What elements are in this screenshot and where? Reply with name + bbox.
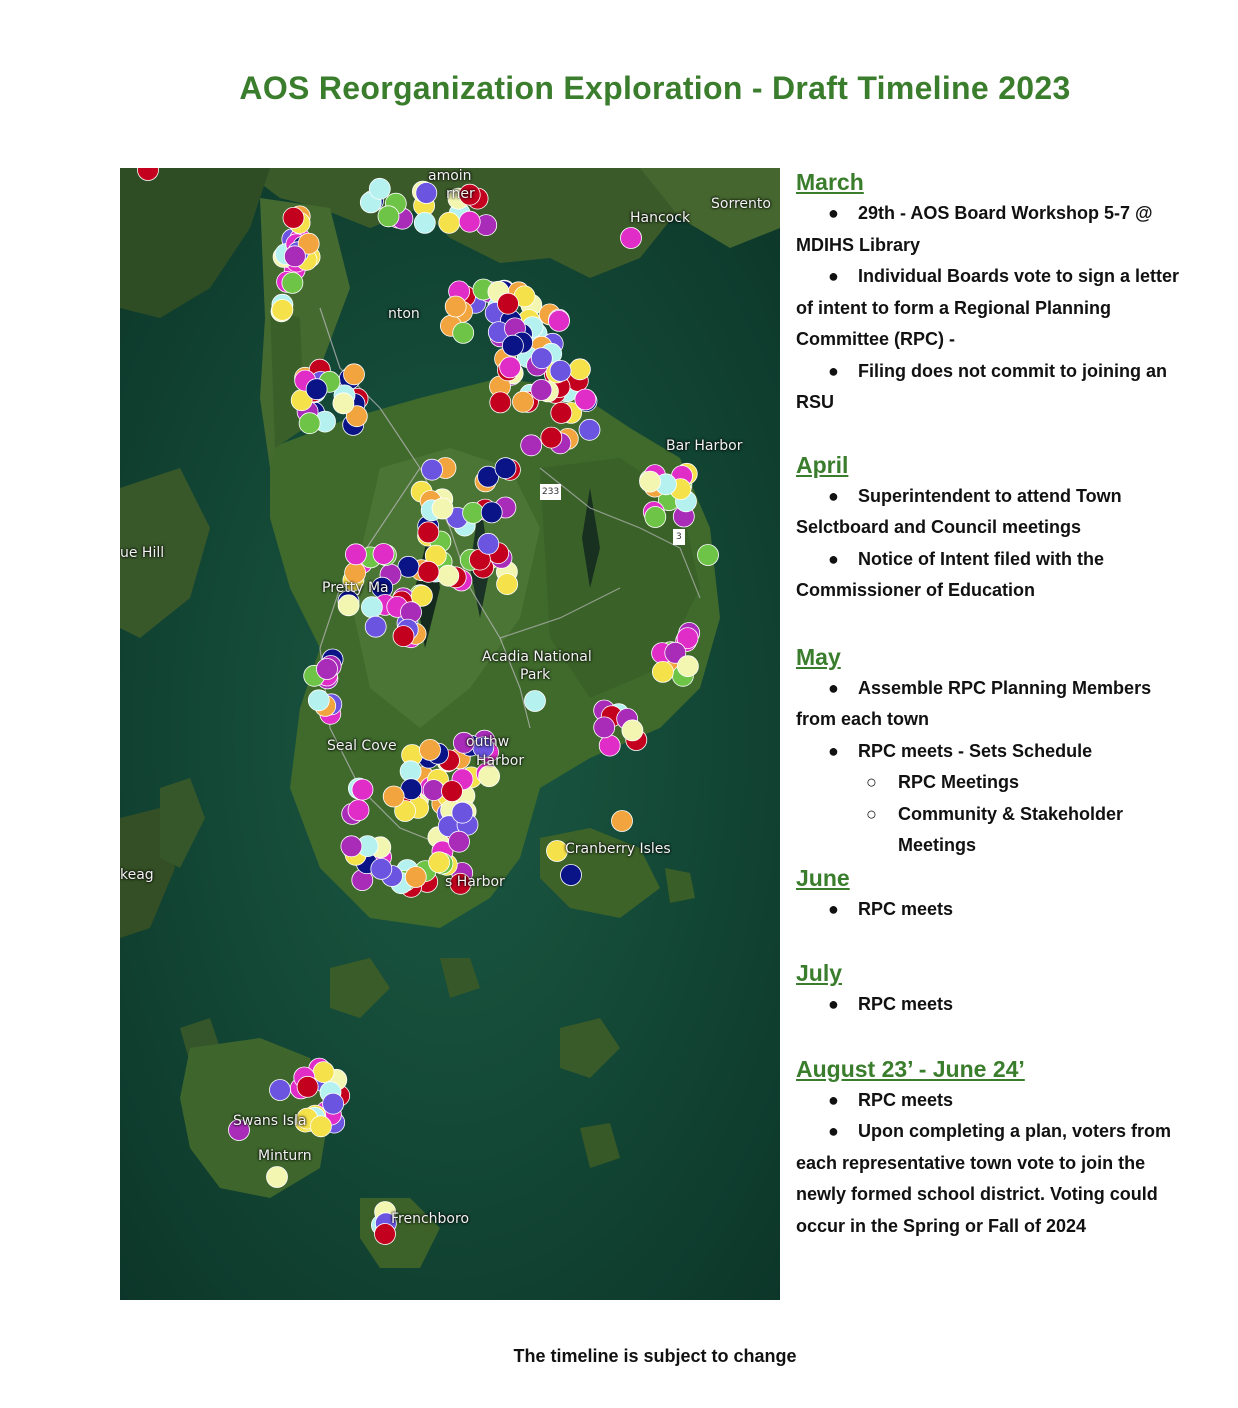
timeline-item	[796, 481, 1196, 544]
map-marker[interactable]	[341, 836, 362, 857]
bullet-icon: ●	[828, 740, 839, 761]
page-title: AOS Reorganization Exploration - Draft Timeline 2023	[239, 70, 1071, 106]
map-marker[interactable]	[345, 544, 366, 565]
map-label: Seal Cove	[327, 738, 397, 754]
map-marker[interactable]	[308, 690, 329, 711]
month-heading: June	[796, 864, 850, 891]
map-marker[interactable]	[459, 211, 480, 232]
item-text: Superintendent to attend Town Selctboard and Council meetings	[796, 485, 1122, 537]
map-marker[interactable]	[569, 359, 590, 380]
map-marker[interactable]	[640, 471, 661, 492]
satellite-map[interactable]	[120, 168, 780, 1300]
map-marker[interactable]	[299, 413, 320, 434]
timeline-item	[796, 1085, 1196, 1117]
item-text: RPC meets	[858, 1089, 954, 1110]
bullet-icon: ●	[828, 677, 839, 698]
map-marker[interactable]	[383, 786, 404, 807]
timeline-subitem	[796, 767, 1196, 799]
map-label: Cranberry Isles	[565, 841, 671, 857]
map-marker[interactable]	[645, 507, 666, 528]
item-text: Notice of Intent filed with the Commissioner of Education	[796, 548, 1104, 600]
timeline-item	[796, 544, 1196, 607]
map-marker[interactable]	[369, 178, 390, 199]
map-marker[interactable]	[422, 459, 443, 480]
map-marker[interactable]	[445, 296, 466, 317]
map-marker[interactable]	[418, 522, 439, 543]
timeline-item	[796, 989, 1196, 1021]
map-label: Hancock	[630, 210, 691, 226]
map-label: nton	[388, 306, 420, 322]
timeline-section	[796, 166, 1196, 419]
bullet-icon: ●	[828, 1121, 839, 1141]
timeline-item	[796, 736, 1196, 768]
map-label: keag	[120, 867, 154, 883]
map-marker[interactable]	[652, 661, 673, 682]
map-marker[interactable]	[272, 299, 293, 320]
map-marker[interactable]	[352, 779, 373, 800]
map-label: Harbor	[476, 753, 525, 769]
map-marker[interactable]	[549, 310, 570, 331]
timeline-panel	[796, 166, 1196, 1242]
item-text: RPC meets - Sets Schedule	[858, 740, 1093, 761]
map-marker[interactable]	[541, 427, 562, 448]
map-marker[interactable]	[378, 206, 399, 227]
map-marker[interactable]	[323, 1093, 344, 1114]
map-marker[interactable]	[405, 867, 426, 888]
map-terrain	[120, 168, 780, 1300]
map-marker[interactable]	[361, 597, 382, 618]
timeline-section	[796, 957, 1196, 1021]
item-text: Upon completing a plan, voters from each representative town vote to join the newly formed school district. Voting could occur in the Spring or Fall of 2024	[796, 1121, 1172, 1236]
bullet-icon: ●	[828, 1089, 839, 1110]
map-marker[interactable]	[373, 544, 394, 565]
map-label: Park	[520, 667, 551, 683]
map-label: Swans Isla	[233, 1113, 307, 1129]
map-marker[interactable]	[698, 545, 719, 566]
item-text: RPC meets	[858, 994, 954, 1014]
timeline-section	[796, 862, 1196, 926]
map-label: Sorrento	[711, 196, 771, 212]
map-marker[interactable]	[551, 402, 572, 423]
timeline-item	[796, 198, 1196, 261]
map-marker[interactable]	[297, 1076, 318, 1097]
map-marker[interactable]	[521, 435, 542, 456]
map-marker[interactable]	[310, 1116, 331, 1137]
map-marker[interactable]	[438, 565, 459, 586]
map-marker[interactable]	[622, 720, 643, 741]
map-marker[interactable]	[442, 781, 463, 802]
map-marker[interactable]	[449, 831, 470, 852]
bullet-icon: ○	[866, 772, 877, 792]
map-marker[interactable]	[478, 533, 499, 554]
item-text: RPC Meetings	[898, 772, 1020, 792]
map-marker[interactable]	[418, 561, 439, 582]
footer-note: The timeline is subject to change	[513, 1346, 797, 1366]
timeline-subitem	[796, 799, 1196, 862]
month-heading: March	[796, 169, 864, 195]
month-heading: August 23’ - June 24’	[796, 1055, 1025, 1082]
map-marker[interactable]	[500, 357, 521, 378]
map-marker[interactable]	[338, 595, 359, 616]
bullet-icon: ●	[828, 548, 839, 569]
map-label: Minturn	[258, 1148, 312, 1164]
map-marker[interactable]	[621, 228, 642, 249]
map-marker[interactable]	[490, 392, 511, 413]
map-marker[interactable]	[531, 348, 552, 369]
map-marker[interactable]	[599, 735, 620, 756]
map-marker[interactable]	[432, 498, 453, 519]
map-label: Pretty Ma	[322, 580, 389, 596]
bullet-icon: ○	[866, 803, 877, 824]
month-heading: May	[796, 643, 841, 670]
map-marker[interactable]	[420, 739, 441, 760]
map-marker[interactable]	[313, 1062, 334, 1083]
map-marker[interactable]	[267, 1167, 288, 1188]
bullet-icon: ●	[828, 360, 839, 381]
map-marker[interactable]	[416, 183, 437, 204]
timeline-section	[796, 641, 1196, 862]
map-marker[interactable]	[393, 626, 414, 647]
map-label: amoin	[428, 168, 472, 184]
map-label: rner	[446, 186, 475, 202]
timeline-item	[796, 356, 1196, 419]
month-heading: July	[796, 960, 843, 986]
timeline-item	[796, 261, 1196, 356]
map-marker[interactable]	[498, 293, 519, 314]
timeline-item	[796, 894, 1196, 926]
item-text: Individual Boards vote to sign a letter of intent to form a Regional Planning Committee (RPC) -	[796, 266, 1180, 349]
map-marker[interactable]	[282, 272, 303, 293]
map-marker[interactable]	[612, 811, 633, 832]
map-marker[interactable]	[270, 1080, 291, 1101]
map-marker[interactable]	[677, 656, 698, 677]
bullet-icon: ●	[828, 994, 839, 1014]
map-marker[interactable]	[439, 212, 460, 233]
map-label: Bar Harbor	[666, 438, 743, 454]
map-marker[interactable]	[502, 335, 523, 356]
timeline-item	[796, 673, 1196, 736]
map-marker[interactable]	[561, 865, 582, 886]
map-label: outhw	[466, 734, 510, 750]
map-marker[interactable]	[513, 391, 534, 412]
item-text: Assemble RPC Planning Members from each town	[796, 677, 1152, 729]
map-marker[interactable]	[284, 246, 305, 267]
month-heading: April	[796, 451, 849, 478]
map-marker[interactable]	[429, 852, 450, 873]
route-shield-label: 233	[540, 484, 561, 500]
map-marker[interactable]	[423, 780, 444, 801]
map-marker[interactable]	[371, 858, 392, 879]
item-text: Filing does not commit to joining an RSU	[796, 360, 1167, 412]
bullet-icon: ●	[828, 203, 839, 223]
bullet-icon: ●	[828, 898, 839, 919]
item-text: Community & Stakeholder Meetings	[898, 803, 1124, 855]
bullet-icon: ●	[828, 485, 839, 506]
map-label: Frenchboro	[391, 1211, 470, 1227]
map-marker[interactable]	[481, 502, 502, 523]
timeline-item	[796, 1116, 1196, 1242]
map-marker[interactable]	[575, 389, 596, 410]
route-shield-label: 3	[673, 529, 685, 545]
timeline-section	[796, 449, 1196, 607]
map-label: ue Hill	[120, 545, 165, 561]
item-text: RPC meets	[858, 898, 954, 919]
map-marker[interactable]	[317, 659, 338, 680]
map-marker[interactable]	[306, 379, 327, 400]
map-marker[interactable]	[344, 364, 365, 385]
map-marker[interactable]	[594, 717, 615, 738]
item-text: 29th - AOS Board Workshop 5-7 @ MDIHS Library	[796, 203, 1153, 255]
map-marker[interactable]	[497, 574, 518, 595]
timeline-section	[796, 1053, 1196, 1243]
map-marker[interactable]	[365, 616, 386, 637]
map-marker[interactable]	[525, 691, 546, 712]
map-marker[interactable]	[531, 380, 552, 401]
map-label: Acadia National	[482, 649, 592, 665]
map-marker[interactable]	[283, 207, 304, 228]
map-marker[interactable]	[452, 802, 473, 823]
map-marker[interactable]	[495, 458, 516, 479]
map-marker[interactable]	[453, 322, 474, 343]
map-marker[interactable]	[550, 360, 571, 381]
map-marker[interactable]	[333, 393, 354, 414]
map-marker[interactable]	[348, 800, 369, 821]
bullet-icon: ●	[828, 266, 839, 286]
map-label: s Harbor	[445, 874, 505, 890]
map-marker[interactable]	[414, 212, 435, 233]
map-marker[interactable]	[579, 419, 600, 440]
map-marker[interactable]	[463, 502, 484, 523]
